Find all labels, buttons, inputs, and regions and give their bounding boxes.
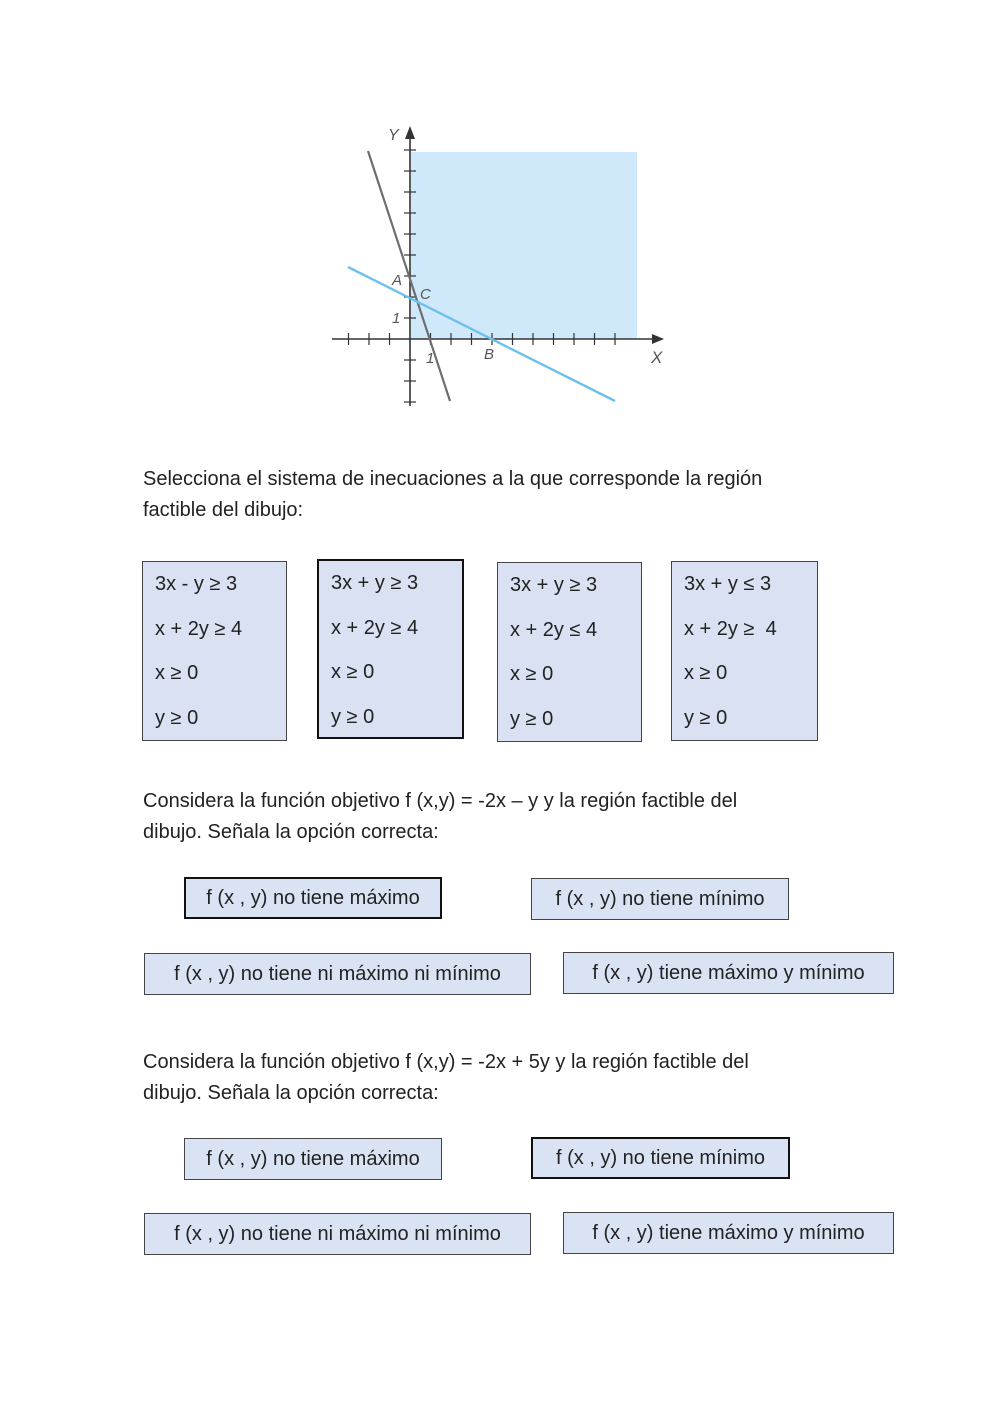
question1-line2: factible del dibujo: [143, 499, 304, 521]
system-4-ineq-1: 3x + y ≤ 3 [684, 573, 772, 595]
system-1-ineq-1: 3x - y ≥ 3 [155, 573, 238, 595]
q2-option-no-max-no-min[interactable]: f (x , y) no tiene ni máximo ni mínimo [144, 953, 531, 995]
graph-svg [328, 118, 673, 408]
q2-option-no-min[interactable]: f (x , y) no tiene mínimo [531, 878, 789, 920]
system-option-4[interactable] [671, 561, 818, 741]
system-4-ineq-2: x + 2y ≥ 4 [684, 617, 777, 640]
feasible-region [411, 152, 637, 339]
q3-option-max-and-min[interactable]: f (x , y) tiene máximo y mínimo [563, 1212, 894, 1254]
q3-option-no-max[interactable]: f (x , y) no tiene máximo [184, 1138, 442, 1180]
question2-text [143, 786, 843, 848]
system-4-ineq-4: y ≥ 0 [684, 706, 728, 729]
system-3-ineq-2: x + 2y ≤ 4 [510, 618, 598, 641]
y-axis-arrow [405, 126, 415, 139]
point-a-label: A [392, 272, 403, 289]
q2-option-max-and-min[interactable]: f (x , y) tiene máximo y mínimo [563, 952, 894, 994]
system-2-ineq-2: x + 2y ≥ 4 [331, 616, 419, 639]
y-axis-label: Y [388, 127, 399, 144]
system-4-ineq-3: x ≥ 0 [684, 662, 728, 684]
q3-option-no-max-no-min[interactable]: f (x , y) no tiene ni máximo ni mínimo [144, 1213, 531, 1255]
question2-line2: dibujo. Señala la opción correcta: [143, 821, 439, 843]
system-1-ineq-4: y ≥ 0 [155, 706, 199, 729]
system-option-2[interactable] [317, 559, 464, 739]
system-option-1[interactable] [142, 561, 287, 741]
q2-option-no-max[interactable]: f (x , y) no tiene máximo [184, 877, 442, 919]
feasible-region-graph [328, 118, 673, 408]
question3-line1: Considera la función objetivo f (x,y) = -2x + 5y y la región factible del [143, 1051, 749, 1073]
system-1-ineq-2: x + 2y ≥ 4 [155, 617, 243, 640]
question3-text [143, 1047, 843, 1109]
system-1-ineq-3: x ≥ 0 [155, 662, 199, 684]
question1-line1: Selecciona el sistema de inecuaciones a la que corresponde la región [143, 468, 763, 490]
system-option-3[interactable] [497, 562, 642, 742]
x-axis-arrow [652, 334, 664, 344]
x-axis-label: X [651, 348, 663, 367]
system-3-ineq-3: x ≥ 0 [510, 663, 554, 685]
question2-line1: Considera la función objetivo f (x,y) = -2x – y y la región factible del [143, 790, 738, 812]
system-2-ineq-4: y ≥ 0 [331, 705, 375, 728]
question1-text [143, 464, 843, 526]
system-3-ineq-4: y ≥ 0 [510, 707, 554, 730]
point-b-label: B [484, 346, 495, 363]
system-2-ineq-3: x ≥ 0 [331, 661, 375, 683]
tick-one-x-label: 1 [426, 350, 435, 367]
point-c-label: C [420, 286, 431, 303]
system-2-ineq-1: 3x + y ≥ 3 [331, 572, 419, 594]
q3-option-no-min[interactable]: f (x , y) no tiene mínimo [531, 1137, 790, 1179]
system-3-ineq-1: 3x + y ≥ 3 [510, 574, 598, 596]
tick-one-y-label: 1 [392, 310, 401, 327]
question3-line2: dibujo. Señala la opción correcta: [143, 1082, 439, 1104]
